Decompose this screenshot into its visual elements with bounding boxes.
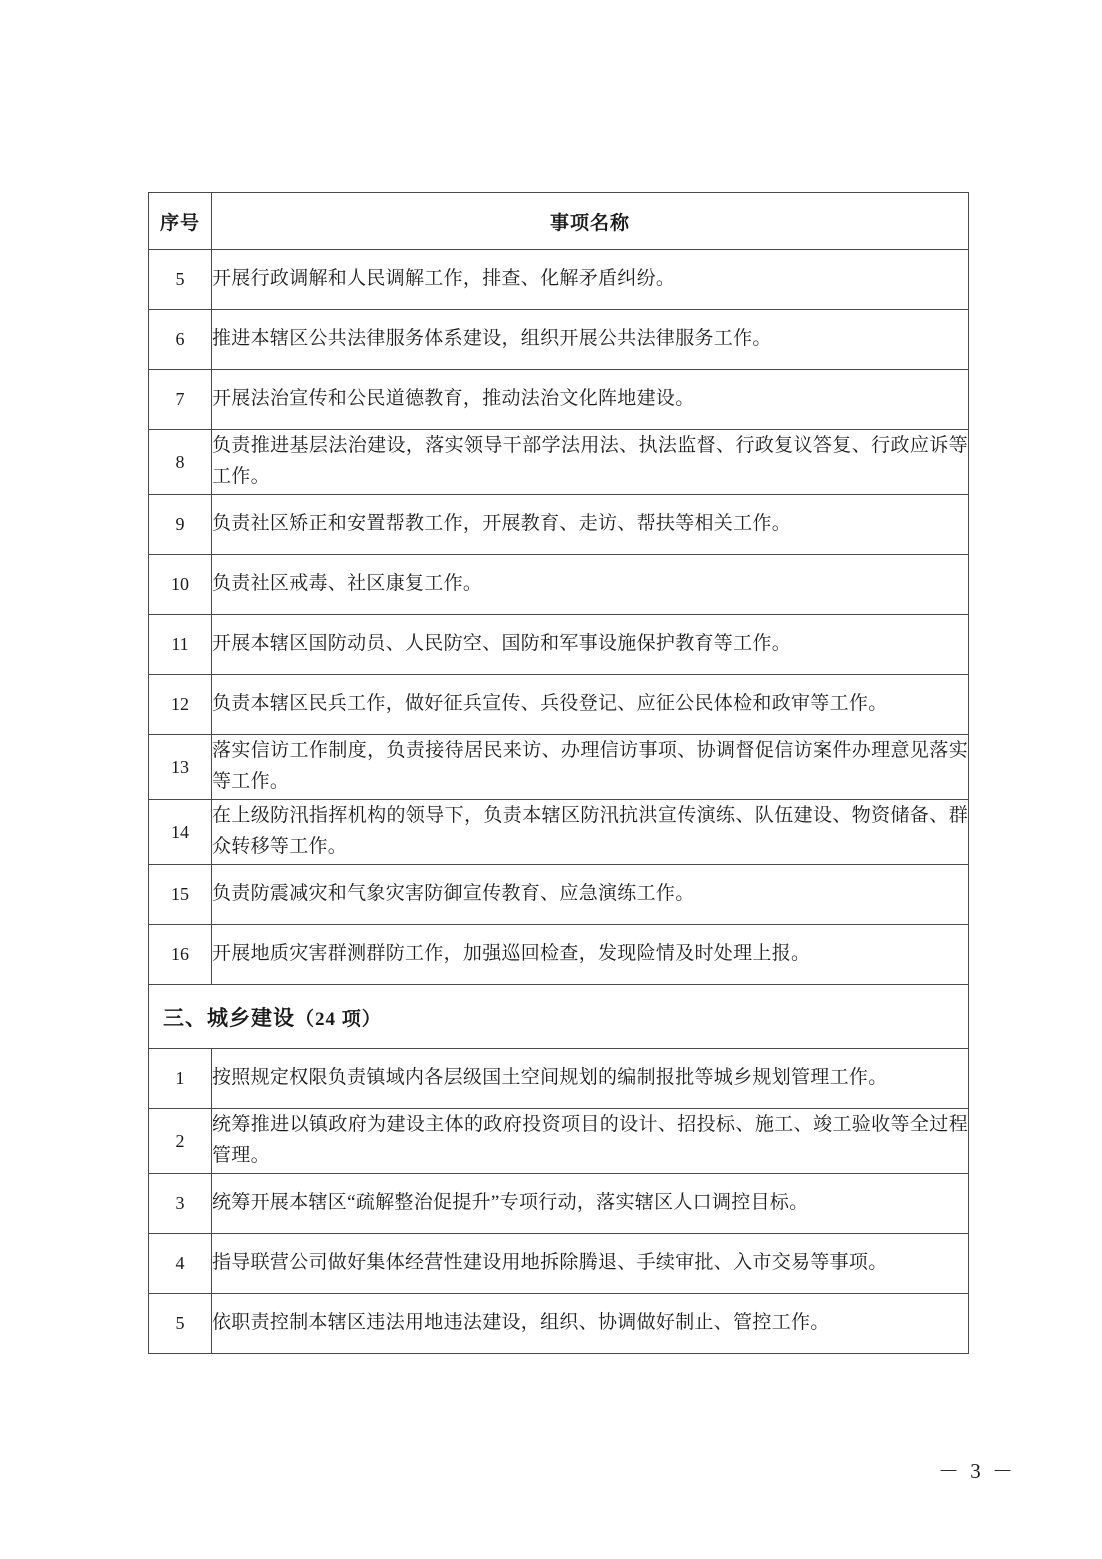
row-item-name-cell: 推进本辖区公共法律服务体系建设，组织开展公共法律服务工作。 [212, 310, 969, 370]
row-item-name-cell: 落实信访工作制度，负责接待居民来访、办理信访事项、协调督促信访案件办理意见落实等工作。 [212, 735, 969, 800]
row-item-name-cell: 开展本辖区国防动员、人民防空、国防和军事设施保护教育等工作。 [212, 615, 969, 675]
section-title: 三、城乡建设 [163, 1005, 295, 1030]
row-index-cell: 9 [149, 495, 212, 555]
table-row [149, 430, 969, 495]
row-index-cell: 12 [149, 675, 212, 735]
table-row [149, 865, 969, 925]
row-item-name-cell: 按照规定权限负责镇域内各层级国土空间规划的编制报批等城乡规划管理工作。 [212, 1049, 969, 1109]
row-item-name-cell: 负责防震减灾和气象灾害防御宣传教育、应急演练工作。 [212, 865, 969, 925]
row-index-cell: 4 [149, 1234, 212, 1294]
column-header-index: 序号 [149, 193, 212, 250]
row-item-name-cell: 开展地质灾害群测群防工作，加强巡回检查，发现险情及时处理上报。 [212, 925, 969, 985]
table-body [149, 250, 969, 1354]
row-item-name-cell: 负责推进基层法治建设，落实领导干部学法用法、执法监督、行政复议答复、行政应诉等工作。 [212, 430, 969, 495]
table-row [149, 735, 969, 800]
row-item-name-cell: 负责社区戒毒、社区康复工作。 [212, 555, 969, 615]
table-row [149, 250, 969, 310]
table-row [149, 800, 969, 865]
table-row [149, 370, 969, 430]
row-item-name-cell: 负责社区矫正和安置帮教工作，开展教育、走访、帮扶等相关工作。 [212, 495, 969, 555]
row-index-cell: 8 [149, 430, 212, 495]
table-row [149, 925, 969, 985]
row-index-cell: 5 [149, 250, 212, 310]
row-item-name-cell: 统筹推进以镇政府为建设主体的政府投资项目的设计、招投标、施工、竣工验收等全过程管理。 [212, 1109, 969, 1174]
table-header-row [149, 193, 969, 250]
column-header-item-name: 事项名称 [212, 193, 969, 250]
table-row [149, 495, 969, 555]
row-item-name-cell: 开展法治宣传和公民道德教育，推动法治文化阵地建设。 [212, 370, 969, 430]
section-header-row [149, 985, 969, 1049]
section-header-cell [149, 985, 969, 1049]
row-item-name-cell: 指导联营公司做好集体经营性建设用地拆除腾退、手续审批、入市交易等事项。 [212, 1234, 969, 1294]
table-row [149, 1049, 969, 1109]
row-index-cell: 2 [149, 1109, 212, 1174]
row-index-cell: 16 [149, 925, 212, 985]
row-item-name-cell: 在上级防汛指挥机构的领导下，负责本辖区防汛抗洪宣传演练、队伍建设、物资储备、群众转移等工作。 [212, 800, 969, 865]
row-index-cell: 1 [149, 1049, 212, 1109]
row-index-cell: 13 [149, 735, 212, 800]
row-index-cell: 15 [149, 865, 212, 925]
row-index-cell: 6 [149, 310, 212, 370]
table-row [149, 1109, 969, 1174]
page-number: － 3 － [938, 1459, 1016, 1483]
row-item-name-cell: 依职责控制本辖区违法用地违法建设，组织、协调做好制止、管控工作。 [212, 1294, 969, 1354]
row-index-cell: 10 [149, 555, 212, 615]
row-index-cell: 7 [149, 370, 212, 430]
row-item-name-cell: 开展行政调解和人民调解工作，排查、化解矛盾纠纷。 [212, 250, 969, 310]
table-row [149, 1294, 969, 1354]
table-row [149, 1234, 969, 1294]
table-row [149, 675, 969, 735]
table-row [149, 555, 969, 615]
duties-table [148, 192, 969, 1354]
row-item-name-cell: 负责本辖区民兵工作，做好征兵宣传、兵役登记、应征公民体检和政审等工作。 [212, 675, 969, 735]
row-index-cell: 3 [149, 1174, 212, 1234]
table-row [149, 310, 969, 370]
row-index-cell: 14 [149, 800, 212, 865]
table-header [149, 193, 969, 250]
row-item-name-cell: 统筹开展本辖区“疏解整治促提升”专项行动，落实辖区人口调控目标。 [212, 1174, 969, 1234]
table-row [149, 1174, 969, 1234]
table-row [149, 615, 969, 675]
row-index-cell: 5 [149, 1294, 212, 1354]
row-index-cell: 11 [149, 615, 212, 675]
section-item-count: （24 项） [295, 1008, 382, 1030]
